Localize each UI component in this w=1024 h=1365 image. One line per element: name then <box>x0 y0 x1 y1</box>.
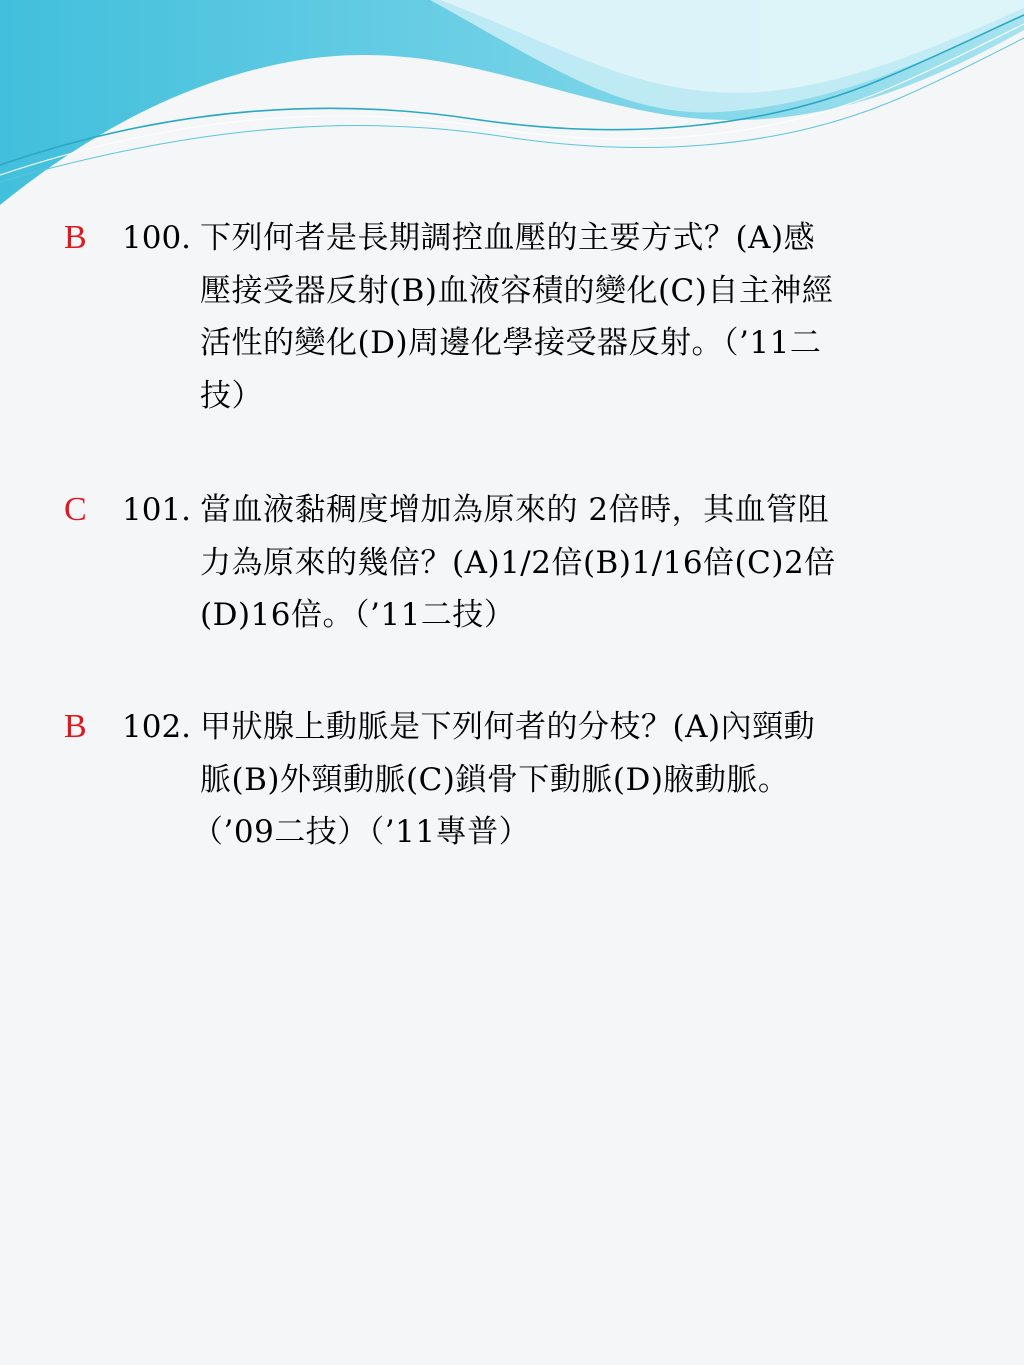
question-text-line: (D)16倍。（’11二技） <box>200 597 516 633</box>
question-number: 100. <box>122 220 192 256</box>
question-text-line: （’09二技）（’11專普） <box>192 814 531 850</box>
question-text-line: 技） <box>200 377 263 414</box>
answer-key: B <box>64 708 87 745</box>
question-text-line: 甲狀腺上動脈是下列何者的分枝？(A)內頸動 <box>200 709 816 745</box>
question-text-line: 脈(B)外頸動脈(C)鎖骨下動脈(D)腋動脈。 <box>200 761 790 798</box>
question-text <box>192 701 958 859</box>
question-text-line: 力為原來的幾倍？(A)1/2倍(B)1/16倍(C)2倍 <box>200 544 836 581</box>
question-text <box>200 484 958 642</box>
answer-key: B <box>64 219 87 256</box>
question-number: 101. <box>122 492 192 528</box>
question-number: 102. <box>122 709 192 745</box>
question-text-line: 下列何者是長期調控血壓的主要方式？(A)感 <box>200 220 816 256</box>
question-text <box>200 212 958 422</box>
question-text-line: 壓接受器反射(B)血液容積的變化(C)自主神經 <box>200 272 834 309</box>
question-text-line: 活性的變化(D)周邊化學接受器反射。（’11二 <box>200 325 822 361</box>
answer-key: C <box>64 491 87 528</box>
question-text-line: 當血液黏稠度增加為原來的 2倍時，其血管阻 <box>200 492 830 528</box>
